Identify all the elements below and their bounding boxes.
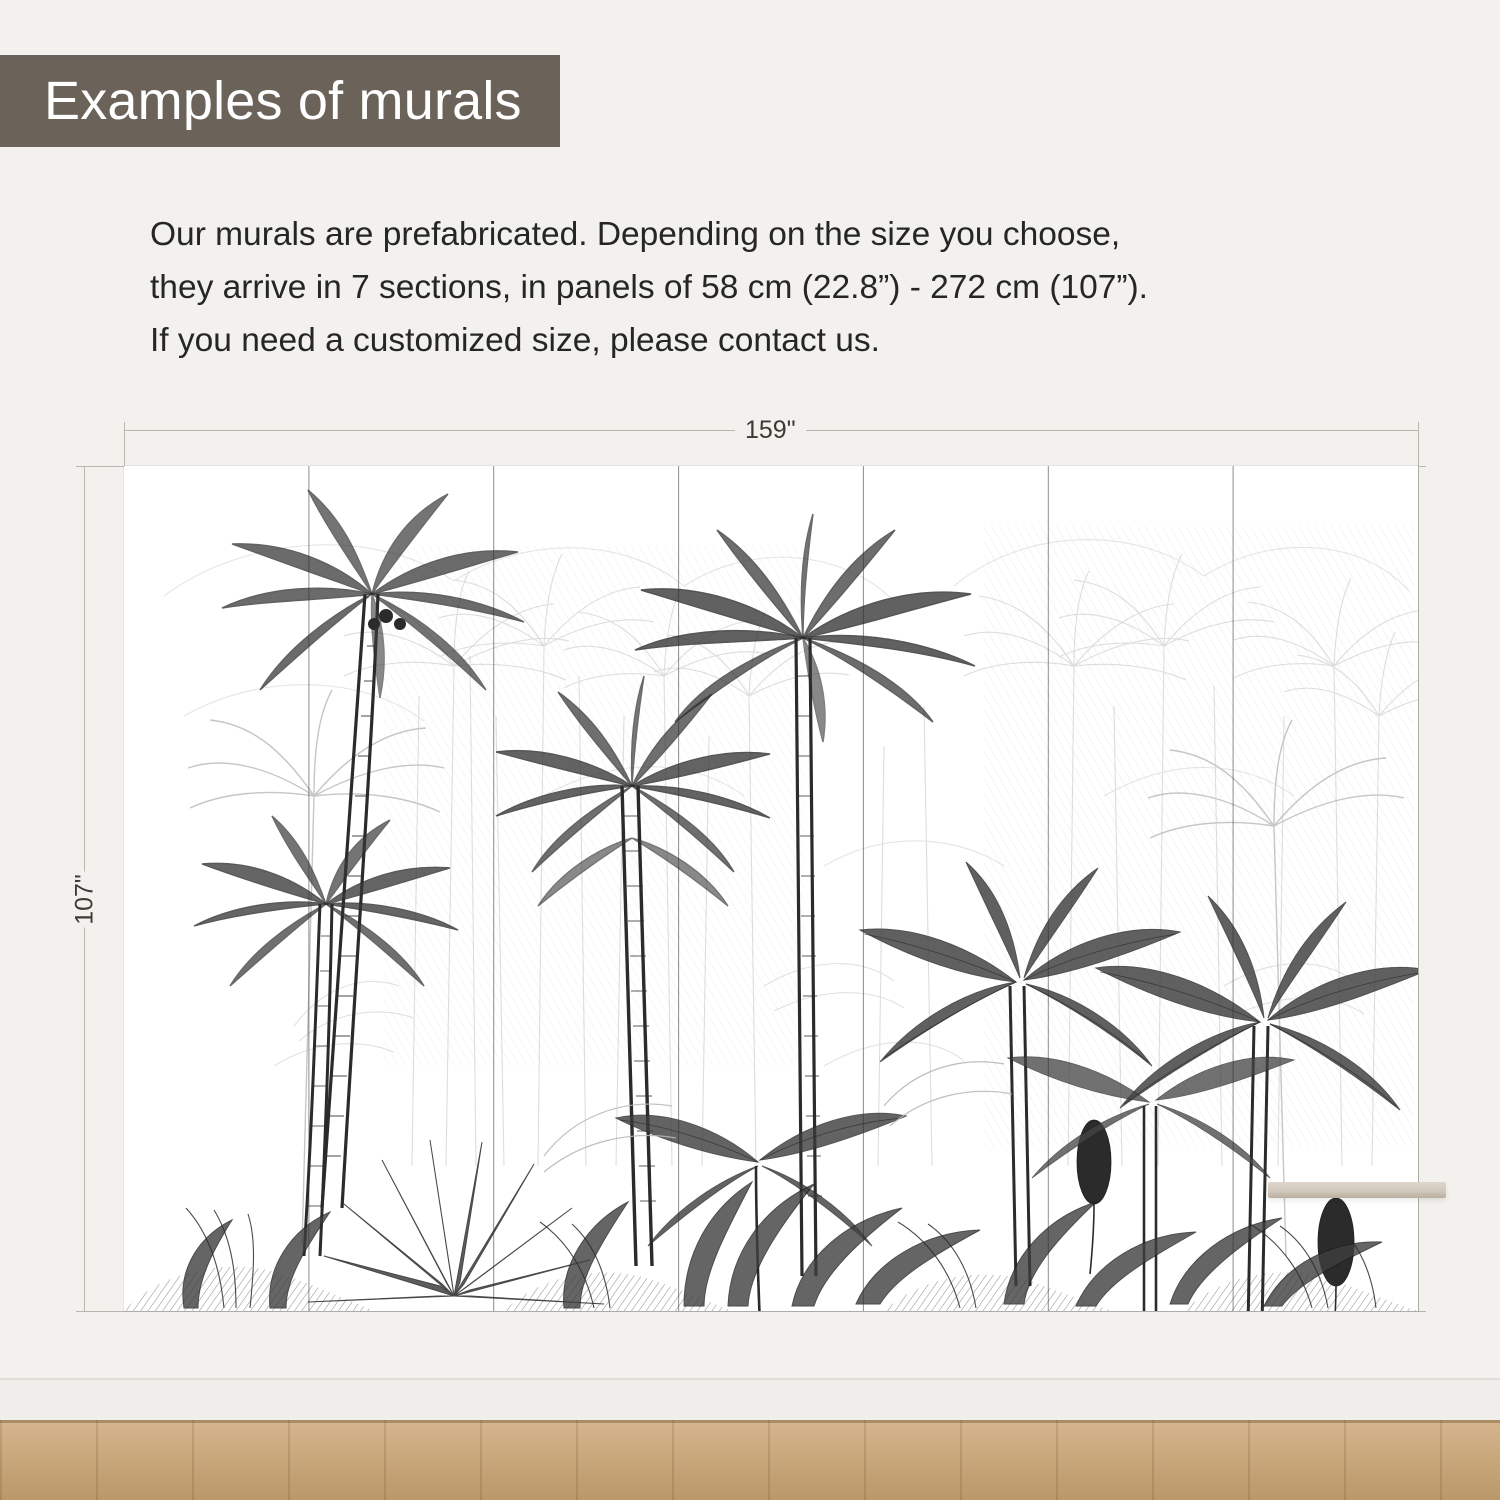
mural-artwork [124, 466, 1418, 1311]
width-dimension-label: 159" [735, 416, 806, 445]
description-line-1: Our murals are prefabricated. Depending on the size you choose, [150, 216, 1121, 253]
wall-shelf [1268, 1182, 1446, 1198]
jungle-engraving-illustration [124, 466, 1418, 1311]
height-dimension-tick-bottom [76, 1311, 1426, 1312]
wood-floor [0, 1420, 1500, 1500]
floor-wall-seam [0, 1420, 1500, 1423]
height-dimension-label: 107" [61, 872, 110, 928]
page-title: Examples of murals [44, 71, 522, 131]
baseboard [0, 1378, 1500, 1424]
description-text [150, 208, 1420, 367]
description-line-3: If you need a customized size, please contact us. [150, 322, 880, 359]
page-title-banner [0, 55, 560, 147]
width-dimension-tick-right [1418, 422, 1419, 1312]
description-line-2: they arrive in 7 sections, in panels of 58 cm (22.8”) - 272 cm (107”). [150, 269, 1148, 306]
